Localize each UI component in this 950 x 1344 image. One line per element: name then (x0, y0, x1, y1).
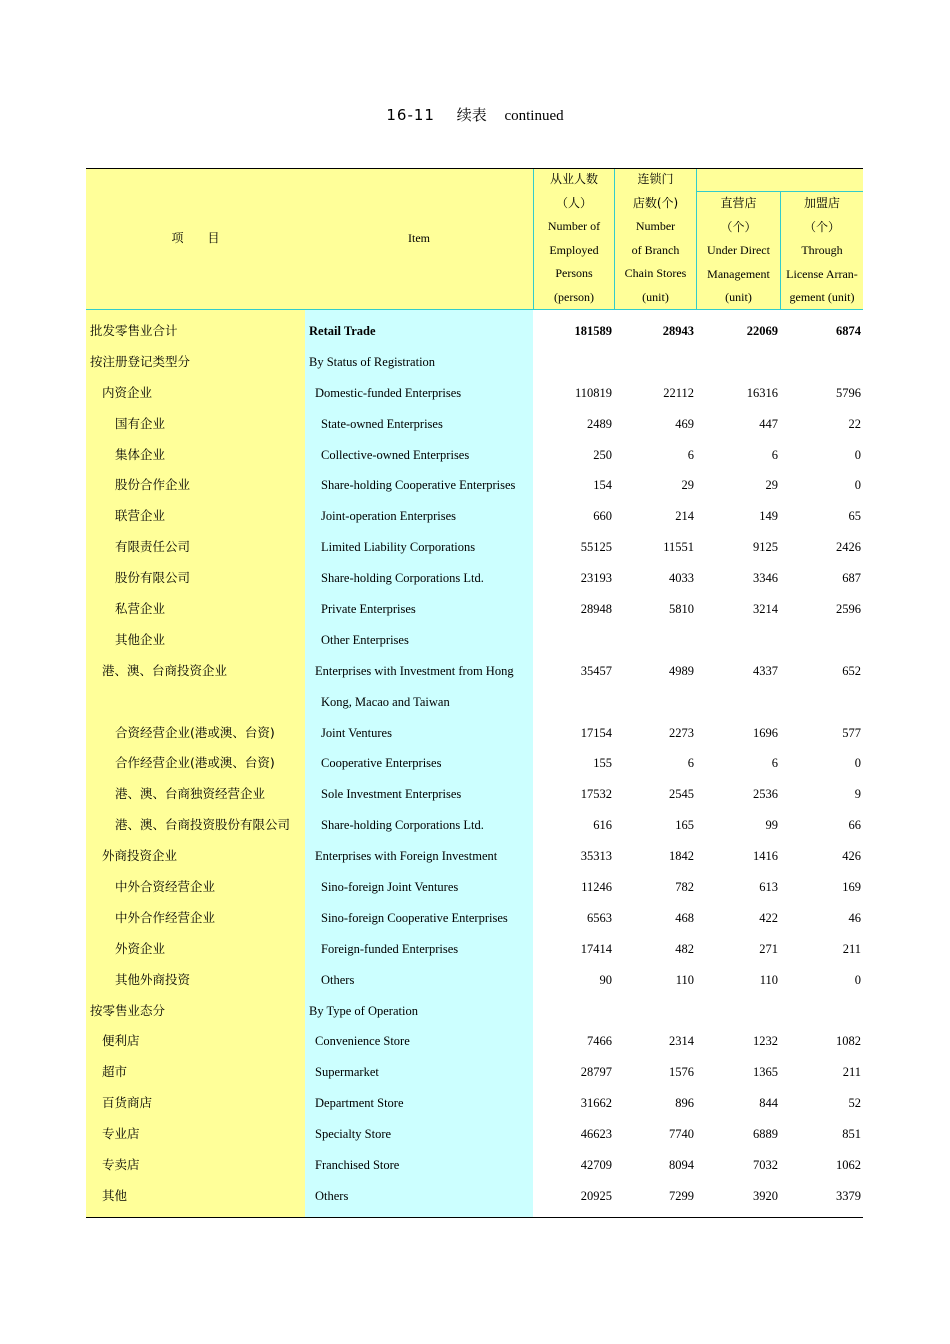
cell-direct-management: 6 (771, 756, 778, 771)
cell-branch-chain-stores: 7299 (669, 1188, 694, 1203)
row-item-zh: 股份有限公司 (115, 570, 191, 586)
header-license-line: License Arran- (786, 266, 858, 281)
header-license-line: Through (801, 243, 843, 257)
row-item-en: Domestic-funded Enterprises (315, 385, 462, 400)
cell-branch-chain-stores: 22112 (663, 385, 694, 400)
cell-direct-management: 110 (759, 972, 778, 987)
row-item-en: Sino-foreign Joint Ventures (321, 880, 459, 895)
table-row (86, 594, 863, 625)
cell-employed-persons: 35313 (580, 849, 612, 864)
cell-direct-management: 2536 (753, 787, 778, 802)
cell-license-arrangement: 1082 (836, 1034, 861, 1049)
cell-license-arrangement: 0 (854, 756, 861, 771)
header-license (781, 192, 863, 310)
table-row (86, 1057, 863, 1088)
cell-license-arrangement: 2596 (836, 602, 861, 617)
header-license-line: gement (unit) (789, 290, 855, 304)
table-row (86, 872, 863, 903)
row-item-zh: 百货商店 (102, 1095, 153, 1111)
cell-branch-chain-stores: 469 (675, 416, 694, 431)
cell-direct-management: 9125 (753, 540, 778, 555)
cell-employed-persons: 46623 (580, 1127, 612, 1142)
row-item-en: Foreign-funded Enterprises (321, 941, 459, 956)
cell-employed-persons: 42709 (580, 1158, 612, 1173)
cell-employed-persons: 55125 (580, 540, 612, 555)
header-license-line: （个） (803, 219, 840, 234)
cell-license-arrangement: 577 (842, 725, 861, 740)
header-branch-line: 店数(个) (632, 195, 679, 210)
cell-license-arrangement: 66 (848, 818, 861, 833)
cell-license-arrangement: 0 (854, 447, 861, 462)
row-item-en: Cooperative Enterprises (321, 756, 442, 771)
table-row (86, 625, 863, 656)
cell-employed-persons: 90 (599, 972, 612, 987)
cell-branch-chain-stores: 29 (681, 478, 694, 493)
row-item-en: Others (321, 972, 355, 987)
cell-license-arrangement: 6874 (836, 324, 861, 338)
row-item-en: Share-holding Corporations Ltd. (321, 818, 484, 833)
table-row (86, 563, 863, 594)
row-item-en: Sole Investment Enterprises (321, 787, 462, 802)
table-row (86, 1088, 863, 1119)
header-item-en-cell (305, 168, 533, 310)
cell-employed-persons: 6563 (587, 910, 612, 925)
header-direct (697, 192, 781, 310)
cell-license-arrangement: 0 (854, 972, 861, 987)
cell-direct-management: 1696 (753, 725, 778, 740)
table-row (86, 779, 863, 810)
table-row (86, 718, 863, 749)
cell-branch-chain-stores: 2314 (669, 1034, 694, 1049)
header-license-line: 加盟店 (803, 196, 840, 210)
row-item-en: Enterprises with Foreign Investment (315, 849, 498, 864)
cell-employed-persons: 31662 (580, 1096, 612, 1111)
table-row (86, 965, 863, 996)
table-row (86, 1026, 863, 1057)
cell-license-arrangement: 3379 (836, 1188, 861, 1203)
table-row (86, 748, 863, 779)
cell-employed-persons: 35457 (580, 663, 612, 678)
cell-license-arrangement: 2426 (836, 540, 861, 555)
cell-license-arrangement: 687 (842, 571, 861, 586)
cell-direct-management: 16316 (746, 385, 778, 400)
row-item-zh: 其他企业 (115, 631, 166, 647)
cell-license-arrangement: 9 (854, 787, 861, 802)
cell-direct-management: 1416 (753, 849, 778, 864)
row-item-zh: 专卖店 (102, 1157, 140, 1173)
table-body (86, 316, 863, 1212)
row-item-en: Kong, Macao and Taiwan (321, 694, 450, 709)
cell-license-arrangement: 22 (848, 416, 861, 431)
table-row (86, 440, 863, 471)
cell-branch-chain-stores: 2273 (669, 725, 694, 740)
table-bottom-rule (86, 1217, 863, 1218)
table-row (86, 687, 863, 718)
cell-branch-chain-stores: 6 (687, 756, 694, 771)
row-item-en: Share-holding Cooperative Enterprises (321, 478, 516, 493)
row-item-zh: 其他 (102, 1187, 128, 1203)
title-zh: 续表 (456, 106, 487, 124)
cell-license-arrangement: 426 (842, 849, 861, 864)
cell-license-arrangement: 52 (848, 1096, 861, 1111)
table-row (86, 810, 863, 841)
cell-license-arrangement: 211 (842, 1065, 861, 1080)
cell-direct-management: 22069 (746, 324, 778, 338)
cell-branch-chain-stores: 165 (675, 818, 694, 833)
row-item-en: Joint-operation Enterprises (321, 509, 457, 524)
table-row (86, 501, 863, 532)
cell-branch-chain-stores: 214 (675, 509, 694, 524)
row-item-en: Specialty Store (315, 1127, 392, 1142)
header-branch-line: Chain Stores (624, 266, 687, 280)
cell-employed-persons: 7466 (587, 1034, 612, 1049)
row-item-zh: 外资企业 (115, 940, 166, 956)
cell-branch-chain-stores: 482 (675, 941, 694, 956)
cell-employed-persons: 155 (593, 756, 612, 771)
row-item-zh: 港、澳、台商投资企业 (102, 662, 228, 678)
row-item-en: Private Enterprises (321, 602, 416, 617)
header-employed (533, 168, 615, 310)
row-item-en: Collective-owned Enterprises (321, 447, 470, 462)
header-direct-line: 直营店 (720, 196, 757, 210)
cell-employed-persons: 17532 (580, 787, 612, 802)
cell-employed-persons: 660 (593, 509, 612, 524)
row-item-en: Retail Trade (309, 324, 376, 338)
cell-branch-chain-stores: 8094 (669, 1158, 694, 1173)
header-item-en: Item (408, 231, 430, 245)
table-number: 16-11 (386, 106, 435, 124)
header-item-zh-cell (86, 168, 305, 310)
row-item-zh: 国有企业 (115, 415, 166, 431)
cell-direct-management: 3214 (753, 602, 778, 617)
cell-license-arrangement: 851 (842, 1127, 861, 1142)
cell-direct-management: 29 (765, 478, 778, 493)
table-row (86, 1119, 863, 1150)
row-item-zh: 合作经营企业(港或澳、台资) (115, 755, 275, 771)
cell-license-arrangement: 5796 (836, 385, 861, 400)
table-title (0, 104, 950, 127)
header-branch (615, 168, 697, 310)
cell-employed-persons: 11246 (581, 880, 612, 895)
table-row (86, 409, 863, 440)
table-row (86, 903, 863, 934)
row-item-zh: 外商投资企业 (102, 848, 178, 864)
cell-branch-chain-stores: 896 (675, 1096, 694, 1111)
cell-direct-management: 149 (759, 509, 778, 524)
cell-direct-management: 4337 (753, 663, 778, 678)
cell-branch-chain-stores: 4033 (669, 571, 694, 586)
table-header (86, 168, 863, 310)
row-item-zh: 其他外商投资 (115, 971, 191, 987)
row-item-zh: 内资企业 (102, 384, 153, 400)
cell-branch-chain-stores: 110 (675, 972, 694, 987)
row-item-zh: 批发零售业合计 (90, 323, 178, 338)
cell-branch-chain-stores: 468 (675, 910, 694, 925)
row-item-en: Department Store (315, 1096, 404, 1111)
cell-employed-persons: 250 (593, 447, 612, 462)
cell-employed-persons: 28948 (580, 602, 612, 617)
table-row (86, 470, 863, 501)
table-row (86, 996, 863, 1027)
header-direct-line: Under Direct (707, 243, 770, 257)
cell-direct-management: 6 (771, 447, 778, 462)
table-row (86, 532, 863, 563)
cell-direct-management: 1365 (753, 1065, 778, 1080)
cell-employed-persons: 154 (593, 478, 612, 493)
row-item-en: Sino-foreign Cooperative Enterprises (321, 910, 508, 925)
header-branch-line: Number (635, 219, 676, 233)
cell-employed-persons: 181589 (574, 324, 612, 338)
cell-license-arrangement: 169 (842, 880, 861, 895)
cell-branch-chain-stores: 1842 (669, 849, 694, 864)
row-item-en: By Status of Registration (309, 354, 436, 369)
cell-employed-persons: 28797 (580, 1065, 612, 1080)
header-item-zh: 项 目 (171, 231, 220, 245)
cell-employed-persons: 2489 (587, 416, 612, 431)
row-item-en: Limited Liability Corporations (321, 540, 476, 555)
cell-employed-persons: 17414 (580, 941, 612, 956)
header-employed-line: Employed (549, 242, 599, 257)
row-item-zh: 集体企业 (115, 446, 166, 462)
cell-branch-chain-stores: 28943 (662, 324, 694, 338)
table-row (86, 1150, 863, 1181)
row-item-zh: 按注册登记类型分 (90, 353, 191, 369)
header-employed-line: （人） (555, 195, 592, 210)
header-employed-line: Persons (555, 266, 593, 280)
row-item-en: Enterprises with Investment from Hong (315, 663, 514, 678)
header-branch-line: 连锁门 (637, 172, 674, 186)
cell-branch-chain-stores: 5810 (669, 602, 694, 617)
header-branch-line: of Branch (631, 242, 680, 257)
row-item-en: Supermarket (315, 1065, 379, 1080)
row-item-zh: 专业店 (102, 1126, 140, 1142)
header-direct-line: (unit) (725, 290, 752, 304)
cell-branch-chain-stores: 4989 (669, 663, 694, 678)
cell-branch-chain-stores: 11551 (663, 540, 694, 555)
row-item-zh: 按零售业态分 (90, 1002, 166, 1018)
cell-branch-chain-stores: 782 (675, 880, 694, 895)
row-item-zh: 港、澳、台商独资经营企业 (115, 786, 266, 802)
cell-branch-chain-stores: 1576 (669, 1065, 694, 1080)
cell-direct-management: 3346 (753, 571, 778, 586)
header-branch-line: (unit) (642, 289, 669, 304)
row-item-en: Others (315, 1188, 349, 1203)
cell-employed-persons: 23193 (580, 571, 612, 586)
header-branch-span (697, 168, 863, 192)
cell-direct-management: 99 (765, 818, 778, 833)
row-item-en: Share-holding Corporations Ltd. (321, 571, 484, 586)
row-item-en: Convenience Store (315, 1034, 410, 1049)
row-item-zh: 超市 (102, 1064, 128, 1080)
row-item-en: Franchised Store (315, 1158, 400, 1173)
row-item-zh: 港、澳、台商投资股份有限公司 (115, 817, 291, 833)
cell-direct-management: 3920 (753, 1188, 778, 1203)
cell-direct-management: 422 (759, 910, 778, 925)
cell-employed-persons: 616 (593, 818, 612, 833)
title-en: continued (504, 108, 564, 124)
cell-direct-management: 1232 (753, 1034, 778, 1049)
row-item-en: State-owned Enterprises (321, 416, 443, 431)
header-employed-line: (person) (554, 289, 594, 304)
table-row (86, 316, 863, 347)
row-item-zh: 合资经营企业(港或澳、台资) (115, 724, 275, 740)
row-item-zh: 有限责任公司 (115, 539, 191, 555)
table-row (86, 378, 863, 409)
cell-direct-management: 844 (759, 1096, 778, 1111)
row-item-zh: 中外合资经营企业 (115, 879, 216, 895)
cell-employed-persons: 20925 (580, 1188, 612, 1203)
cell-direct-management: 447 (759, 416, 778, 431)
row-item-zh: 私营企业 (115, 601, 166, 617)
cell-branch-chain-stores: 2545 (669, 787, 694, 802)
table-row (86, 1181, 863, 1212)
row-item-zh: 便利店 (102, 1033, 140, 1049)
table-row (86, 656, 863, 687)
cell-license-arrangement: 0 (854, 478, 861, 493)
cell-license-arrangement: 1062 (836, 1158, 861, 1173)
table-row (86, 841, 863, 872)
header-direct-line: （个） (720, 219, 757, 234)
row-item-zh: 股份合作企业 (115, 477, 191, 493)
cell-license-arrangement: 46 (848, 910, 861, 925)
cell-direct-management: 271 (759, 941, 778, 956)
table-row (86, 347, 863, 378)
cell-employed-persons: 110819 (574, 385, 612, 400)
cell-direct-management: 7032 (753, 1158, 778, 1173)
cell-license-arrangement: 65 (848, 509, 861, 524)
cell-direct-management: 6889 (753, 1127, 778, 1142)
row-item-zh: 联营企业 (115, 508, 166, 524)
row-item-zh: 中外合作经营企业 (115, 909, 216, 925)
row-item-en: By Type of Operation (309, 1003, 418, 1018)
cell-license-arrangement: 652 (842, 663, 861, 678)
cell-branch-chain-stores: 6 (687, 447, 694, 462)
cell-employed-persons: 17154 (580, 725, 612, 740)
table-row (86, 934, 863, 965)
header-employed-line: Number of (547, 219, 601, 233)
table-top-rule (86, 168, 863, 169)
cell-direct-management: 613 (759, 880, 778, 895)
header-employed-line: 从业人数 (549, 172, 598, 186)
cell-branch-chain-stores: 7740 (669, 1127, 694, 1142)
row-item-en: Other Enterprises (321, 632, 409, 647)
header-direct-line: Management (707, 266, 770, 281)
cell-license-arrangement: 211 (842, 941, 861, 956)
row-item-en: Joint Ventures (321, 725, 392, 740)
